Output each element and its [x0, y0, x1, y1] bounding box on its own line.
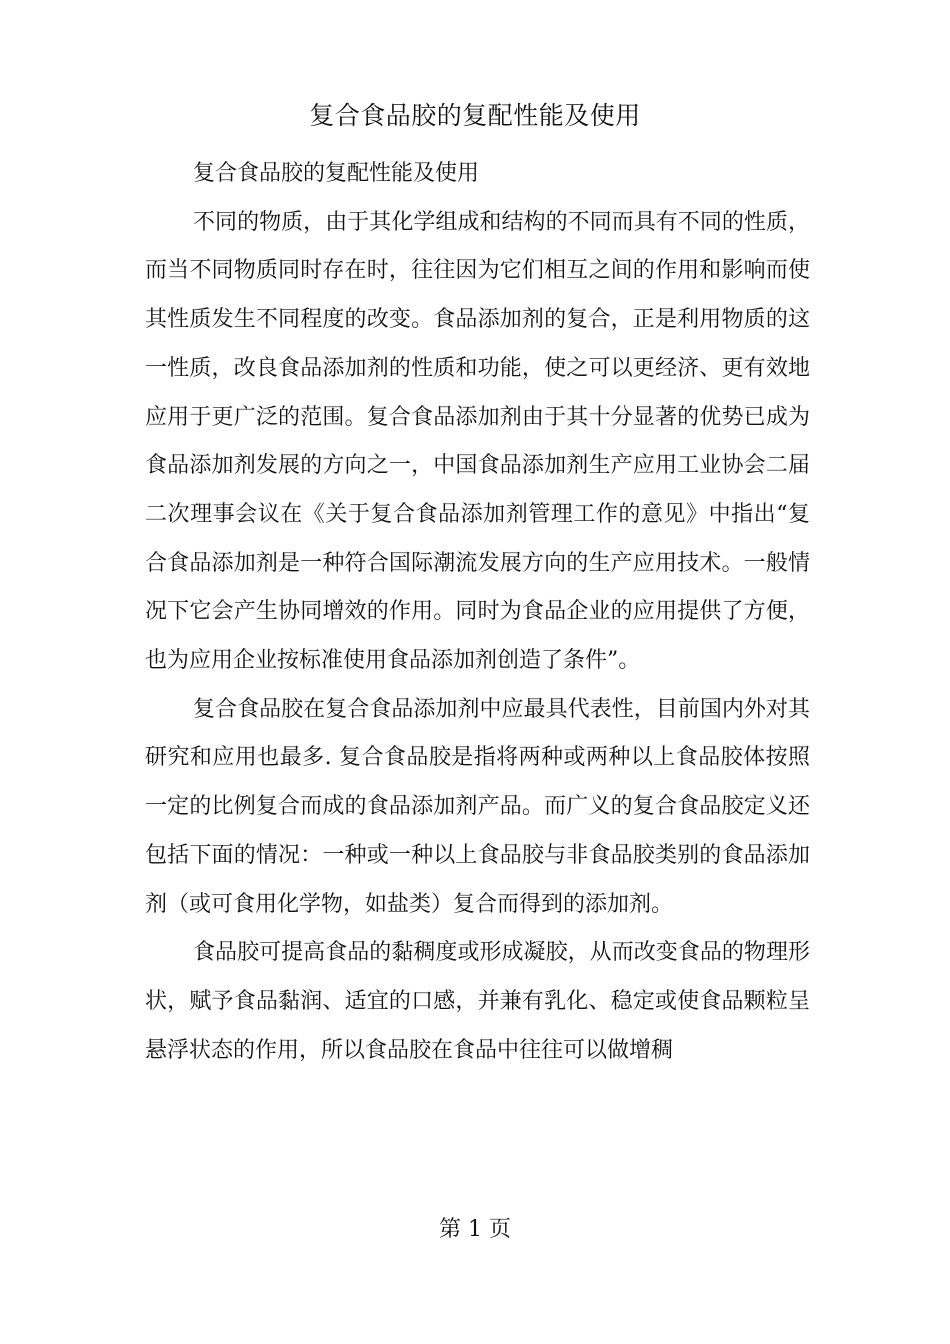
document-title: 复合食品胶的复配性能及使用 — [309, 101, 641, 130]
page-number: 第 1 页 — [439, 1217, 511, 1242]
paragraph-1: 不同的物质，由于其化学组成和结构的不同而具有不同的性质，而当不同物质同时存在时，往往因为它们相互之间的作用和影响而使其性质发生不同程度的改变。食品添加剂的复合，正是利用物质的这一性质，改良食品添加剂的性质和功能，使之可以更经济、更有效地应用于更广泛的范围。复合食品添加剂由于其十分显著的优势已成为食品添加剂发展的方向之一，中国食品添加剂生产应用工业协会二届二次理事会议在《关于复合食品添加剂管理工作的意见》中指出“复合食品添加剂是一种符合国际潮流发展方向的生产应用技术。一般情况下它会产生协同增效的作用。同时为食品企业的应用提供了方便，也为应用企业按标准使用食品添加剂创造了条件”。 — [145, 209, 810, 674]
paragraph-3: 食品胶可提高食品的黏稠度或形成凝胶，从而改变食品的物理形状，赋予食品黏润、适宜的口感，并兼有乳化、稳定或使食品颗粒呈悬浮状态的作用，所以食品胶在食品中往往可以做增稠 — [145, 940, 810, 1063]
paragraph-2: 复合食品胶在复合食品添加剂中应最具代表性，目前国内外对其研究和应用也最多. 复合食品胶是指将两种或两种以上食品胶体按照一定的比例复合而成的食品添加剂产品。而广义的复合食品胶定义还包括下面的情况：一种或一种以上食品胶与非食品胶类别的食品添加剂（或可食用化学物，如盐类）复合而得到的添加剂。 — [145, 696, 810, 917]
document-body — [145, 150, 810, 1075]
paragraph-subtitle: 复合食品胶的复配性能及使用 — [193, 161, 480, 186]
